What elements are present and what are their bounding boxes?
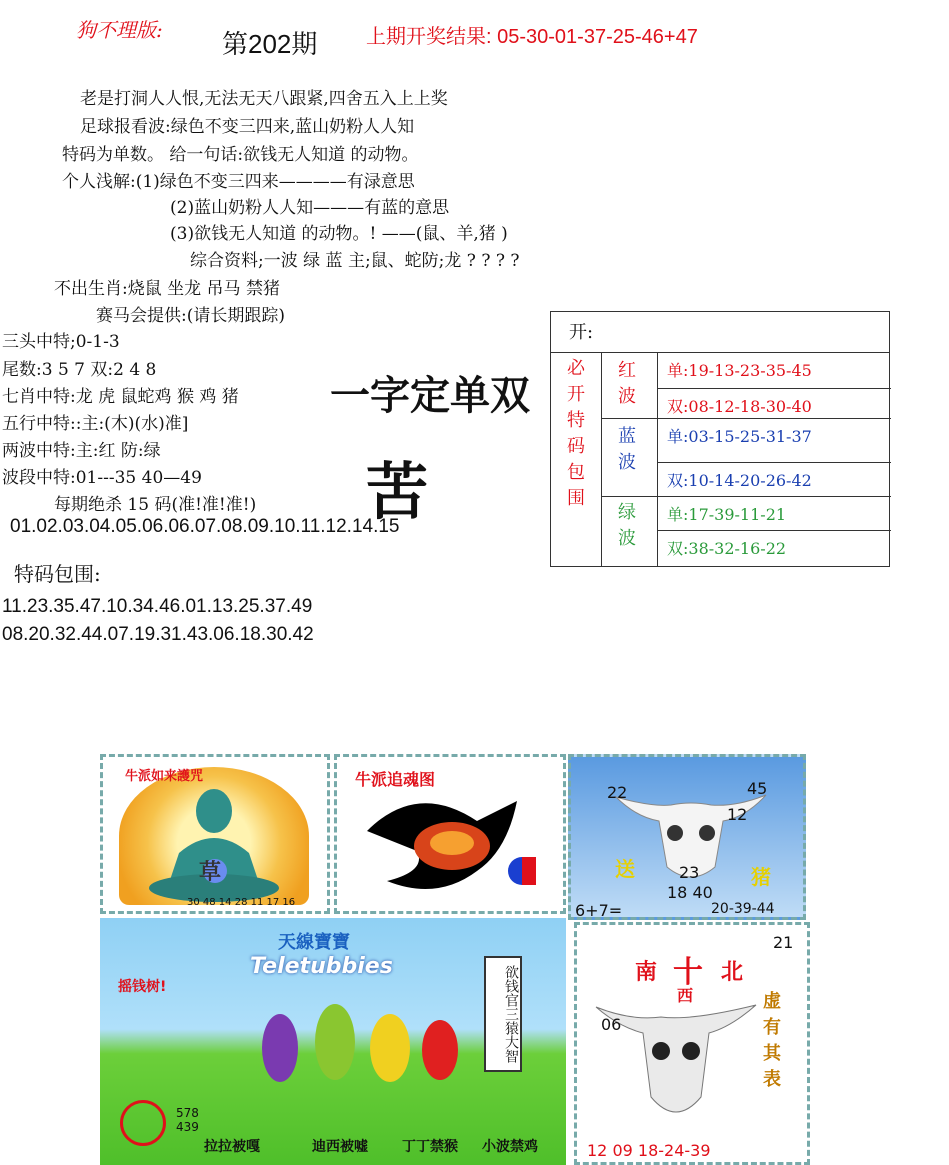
tile4-title: 天線寶寶 [278,932,350,953]
tile5-num-1: 06 [601,1015,622,1034]
tile4-bottom-4: 小波禁鸡 [482,1139,538,1155]
tile5-side: 虚有其表 [763,991,781,1090]
tile4-side-sign: 欲钱官三猿大智 [484,956,522,1072]
stat-elements: 五行中特::主:(木)(水)准] [2,414,189,434]
tile3-num-f: 6+7= [575,901,623,920]
tile3-num-g: 20-39-44 [711,901,775,917]
tile5-num-2: 21 [773,933,794,952]
green-single: 单:17-39-11-21 [667,505,787,524]
tile4-bottom-2: 迪西被嘘 [312,1139,368,1155]
stat-tails: 尾数:3 5 7 双:2 4 8 [2,360,157,380]
tile1-code: 30 48 14 28 11 17 16 [187,897,296,908]
tile3-num-d: 23 [679,863,700,882]
tile3-char-i: 猪 [751,865,771,889]
poem-line-5: (2)蓝山奶粉人人知———有蓝的意思 [170,198,450,218]
tile3-num-c: 12 [727,805,748,824]
poem-line-2: 足球报看波:绿色不变三四来,蓝山奶粉人人知 [80,117,415,137]
wave-green-label: 绿 波 [618,502,636,549]
poem-line-7: 综合资料;一波 绿 蓝 主;鼠、蛇防;龙 ? ? ? ? [190,251,520,271]
big-headline: 一字定单双 [330,372,530,419]
poem-line-8: 不出生肖:烧鼠 坐龙 吊马 禁猪 [54,279,280,299]
tile3-num-b: 45 [747,779,768,798]
box-header: 开: [569,322,594,343]
stat-zodiac: 七肖中特:龙 虎 鼠蛇鸡 猴 鸡 猪 [2,387,239,407]
wave-blue-label: 蓝 波 [618,426,636,473]
special-code-box [550,311,890,567]
dir-south: 南 [635,960,658,985]
red-single: 单:19-13-23-35-45 [667,361,812,380]
dir-center: 十 [673,955,703,990]
poem-line-9: 赛马会提供:(请长期跟踪) [96,306,285,326]
blue-double: 双:10-14-20-26-42 [667,471,812,490]
tile4-bottom-1: 拉拉被嘎 [204,1139,260,1155]
tile3-num-e: 18 40 [667,883,713,902]
poem-line-1: 老是打洞人人恨,无法无天八跟紧,四舍五入上上奖 [80,89,448,109]
tile1-char: 草 [199,860,222,885]
big-character: 苦 [366,455,429,528]
red-double: 双:08-12-18-30-40 [667,397,812,416]
skull-compass-icon [591,987,761,1137]
swirl-icon [357,791,557,911]
tile4-nums: 578 439 [176,1106,199,1134]
collage-tile-swirl [334,754,566,914]
tile4-left-label: 摇钱树! [118,979,167,995]
special-numbers-2: 08.20.32.44.07.19.31.43.06.18.30.42 [2,624,314,645]
collage-tile-skull-compass [574,922,810,1165]
tile4-brand: Teletubbies [250,954,393,979]
blue-single: 单:03-15-25-31-37 [667,427,812,446]
collage-tile-skull-sky [568,754,806,920]
tile4-stamp [120,1100,166,1146]
stat-heads: 三头中特;0-1-3 [2,332,120,352]
tile4-bottom-3: 丁丁禁猴 [402,1139,458,1155]
collage-tile-buddha [100,754,330,914]
tile5-bottom: 12 09 18-24-39 [587,1141,711,1160]
poem-line-6: (3)欲钱无人知道 的动物。! ——(鼠、羊,猪 ) [170,224,508,244]
dir-west: 西 [677,986,694,1005]
stat-waves: 两波中特:主:红 防:绿 [2,441,161,461]
special-numbers-1: 11.23.35.47.10.34.46.01.13.25.37.49 [2,596,313,617]
brand-label: 狗不理版: [76,18,163,42]
kill-numbers: 01.02.03.04.05.06.06.07.08.09.10.11.12.14.15 [10,516,400,537]
issue-number: 第202期 [222,29,318,59]
teletubbies-icon [250,978,470,1088]
tile1-title: 牛派如来護咒 [125,769,204,784]
poem-line-4: 个人浅解:(1)绿色不变三四来————有渌意思 [62,172,415,192]
last-result: 上期开奖结果: 05-30-01-37-25-46+47 [366,26,698,48]
collage-tile-teletubbies [100,918,566,1165]
dir-north: 北 [721,960,744,985]
box-side-label: 必 开 特 码 包 围 [567,358,585,509]
poem-line-3: 特码为单数。 给一句话:欲钱无人知道 的动物。 [62,145,419,165]
stat-kill: 每期绝杀 15 码(准!准!准!) [54,495,257,515]
green-double: 双:38-32-16-22 [667,539,787,558]
stat-ranges: 波段中特:01---35 40—49 [2,468,202,488]
tile3-num-a: 22 [607,783,628,802]
wave-red-label: 红 波 [618,360,636,407]
special-title: 特码包围: [14,562,101,586]
tile3-char-h: 送 [615,857,635,881]
tile2-title: 牛派追魂图 [355,770,436,789]
